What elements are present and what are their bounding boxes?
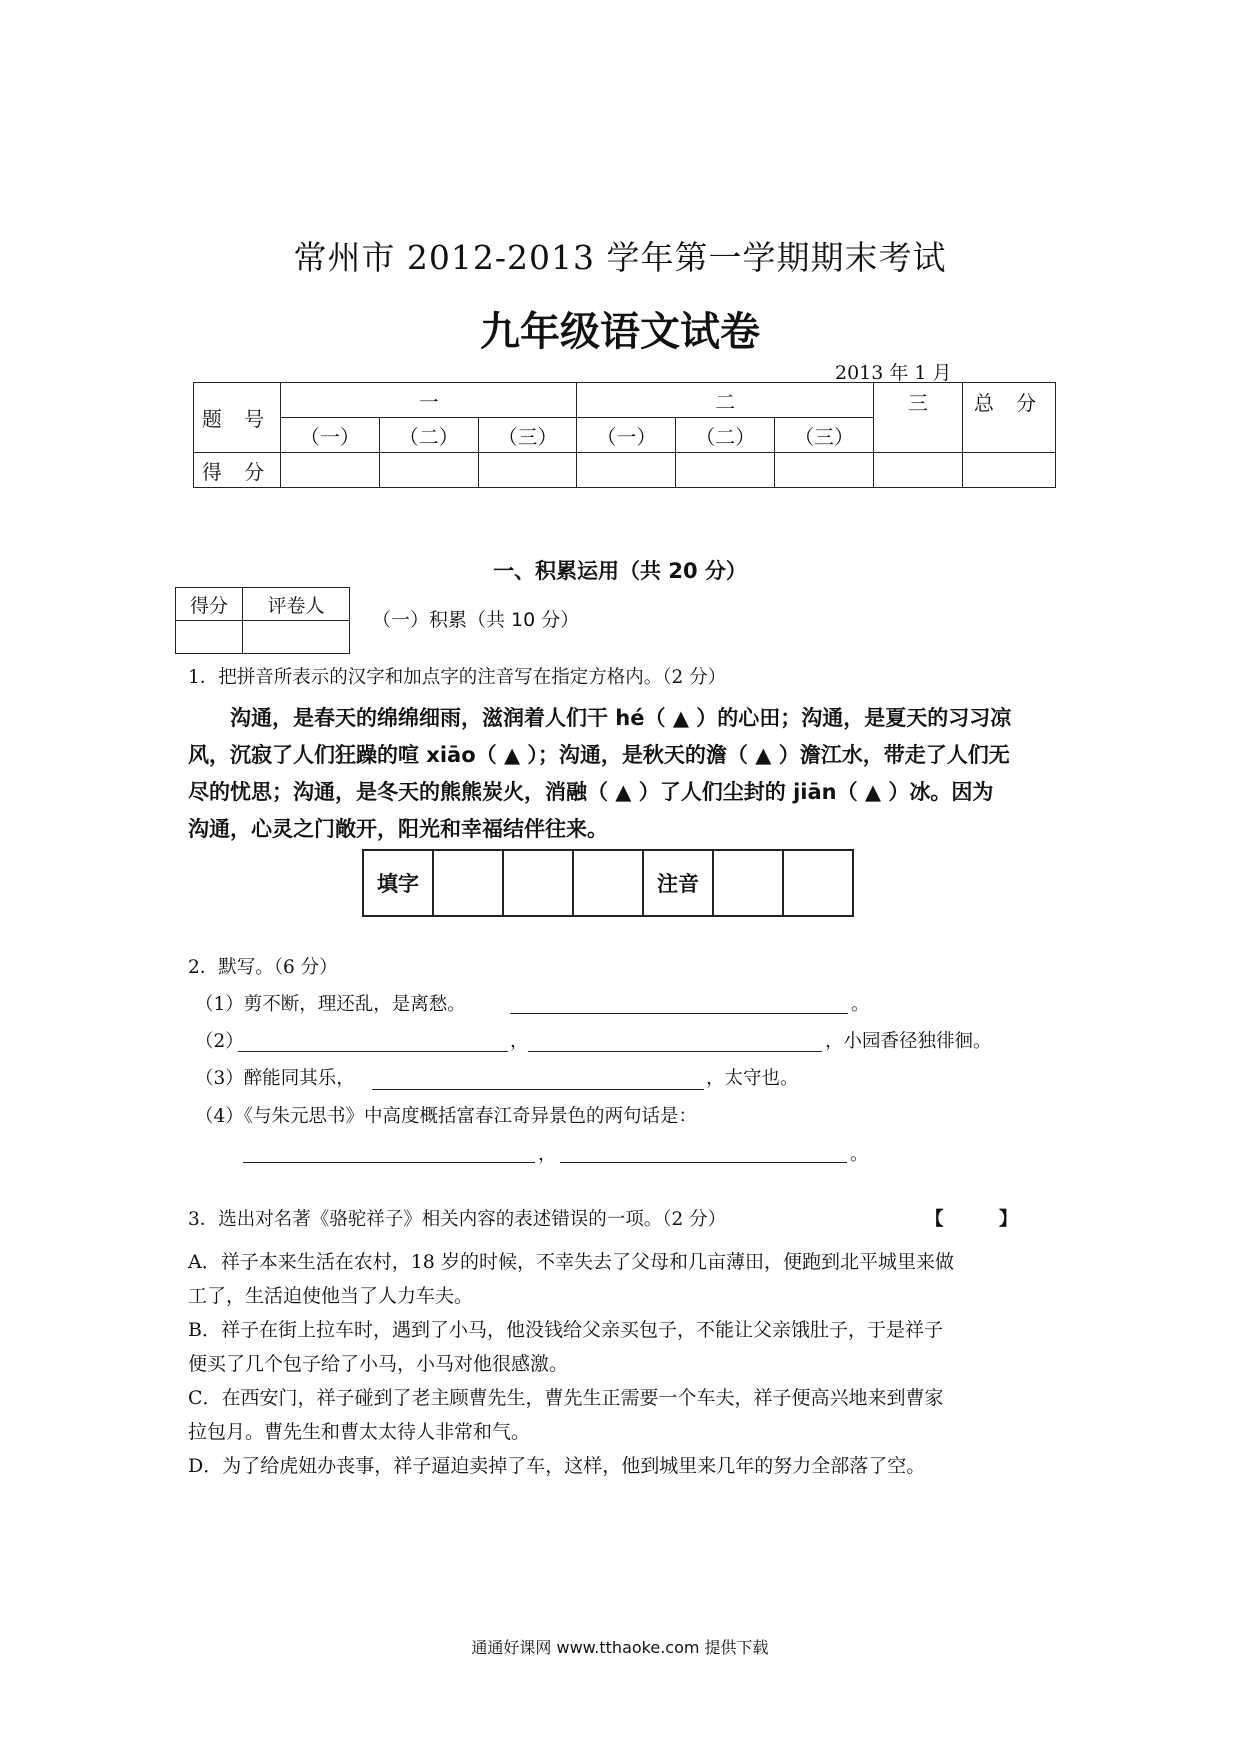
fill-label: 填字	[363, 850, 433, 916]
score-sub-2: （二）	[379, 418, 478, 453]
passage-line: 风，沉寂了人们狂躁的喧 xiāo（ ▲ ）；沟通，是秋天的澹（ ▲ ）澹江水，带走了人们无	[188, 743, 1010, 767]
q2-item2-end: ，小园香径独徘徊。	[825, 1031, 992, 1052]
answer-line[interactable]	[372, 1089, 704, 1090]
q3-answer-bracket[interactable]: 【 】	[925, 1209, 1018, 1230]
score-cell[interactable]	[379, 453, 478, 488]
q2-prompt: 2．默写。（6 分）	[188, 957, 338, 978]
score-cell[interactable]	[963, 453, 1056, 488]
fill-cell[interactable]	[573, 850, 643, 916]
q2-item4-end: 。	[850, 1144, 869, 1165]
passage-line: 沟通，是春天的绵绵细雨，滋润着人们干 hé（ ▲ ）的心田；沟通，是夏天的习习凉	[230, 706, 1012, 730]
q1-answer-grid	[362, 849, 854, 917]
q3-option-b[interactable]: B．祥子在街上拉车时，遇到了小马，他没钱给父亲买包子，不能让父亲饿肚子，于是祥子	[188, 1319, 943, 1341]
fill-cell[interactable]	[503, 850, 573, 916]
subsection-heading: （一）积累（共 10 分）	[372, 609, 580, 631]
answer-line[interactable]	[243, 1162, 535, 1163]
score-group-1: 一	[281, 383, 577, 418]
q1-passage	[188, 700, 1068, 848]
score-sub-4: （一）	[577, 418, 676, 453]
exam-title: 常州市 2012-2013 学年第一学期期末考试	[293, 238, 947, 277]
grader-score-label: 得分	[176, 588, 243, 621]
q2-item4: （4）《与朱元思书》中高度概括富春江奇异景色的两句话是：	[195, 1106, 698, 1127]
score-cell[interactable]	[676, 453, 775, 488]
section-heading: 一、积累运用（共 20 分）	[493, 559, 747, 583]
q3-option-a-cont: 工了，生活迫使他当了人力车夫。	[188, 1285, 474, 1307]
grader-box	[175, 587, 350, 654]
answer-line[interactable]	[528, 1051, 822, 1052]
score-table	[193, 382, 1056, 488]
pinyin-label: 注音	[643, 850, 713, 916]
score-cell[interactable]	[281, 453, 380, 488]
q3-option-a[interactable]: A．祥子本来生活在农村，18 岁的时候，不幸失去了父母和几亩薄田，便跑到北平城里来做	[188, 1251, 954, 1273]
q3-option-c-cont: 拉包月。曹先生和曹太太待人非常和气。	[188, 1421, 531, 1443]
passage-line: 尽的忧思；沟通，是冬天的熊熊炭火，消融（ ▲ ）了人们尘封的 jiān（ ▲ ）冰。因为	[188, 780, 994, 804]
q1-prompt: 1．把拼音所表示的汉字和加点字的注音写在指定方格内。（2 分）	[188, 667, 727, 688]
score-sub-6: （三）	[775, 418, 874, 453]
grader-person-cell[interactable]	[243, 621, 350, 654]
score-group-2: 二	[577, 383, 874, 418]
q2-item1-end: 。	[851, 994, 870, 1015]
score-cell[interactable]	[478, 453, 577, 488]
pinyin-cell[interactable]	[713, 850, 783, 916]
q3-prompt: 3．选出对名著《骆驼祥子》相关内容的表述错误的一项。（2 分）	[188, 1209, 727, 1230]
score-row-label-score: 得 分	[194, 453, 281, 488]
q3-option-d[interactable]: D．为了给虎妞办丧事，祥子逼迫卖掉了车，这样，他到城里来几年的努力全部落了空。	[188, 1455, 926, 1477]
score-cell[interactable]	[874, 453, 963, 488]
exam-date: 2013 年 1 月	[835, 362, 952, 384]
grader-score-cell[interactable]	[176, 621, 243, 654]
footer-credit: 通通好课网 www.tthaoke.com 提供下载	[471, 1638, 769, 1657]
q3-option-b-cont: 便买了几个包子给了小马，小马对他很感激。	[188, 1353, 569, 1375]
fill-cell[interactable]	[433, 850, 503, 916]
q2-item2: （2）	[195, 1031, 244, 1052]
score-group-3: 三	[874, 383, 963, 453]
score-row-label-number: 题 号	[194, 383, 281, 453]
score-sub-5: （二）	[676, 418, 775, 453]
q2-item1: （1）剪不断，理还乱，是离愁。	[195, 994, 466, 1015]
answer-line[interactable]	[560, 1162, 847, 1163]
score-sub-3: （三）	[478, 418, 577, 453]
pinyin-cell[interactable]	[783, 850, 853, 916]
q2-item4-comma: ，	[538, 1144, 557, 1165]
score-cell[interactable]	[775, 453, 874, 488]
grader-person-label: 评卷人	[243, 588, 350, 621]
exam-subtitle: 九年级语文试卷	[480, 309, 760, 355]
q3-option-c[interactable]: C．在西安门，祥子碰到了老主顾曹先生，曹先生正需要一个车夫，祥子便高兴地来到曹家	[188, 1387, 944, 1409]
passage-line: 沟通，心灵之门敞开，阳光和幸福结伴往来。	[188, 817, 608, 841]
q2-item2-comma: ，	[510, 1031, 529, 1052]
q3-options	[188, 1245, 1068, 1483]
score-cell[interactable]	[577, 453, 676, 488]
answer-line[interactable]	[510, 1013, 848, 1014]
score-sub-1: （一）	[281, 418, 380, 453]
q2-item3: （3）醉能同其乐，	[195, 1068, 355, 1089]
q2-item3-end: ，太守也。	[706, 1068, 799, 1089]
score-total: 总 分	[963, 383, 1056, 453]
answer-line[interactable]	[238, 1051, 508, 1052]
